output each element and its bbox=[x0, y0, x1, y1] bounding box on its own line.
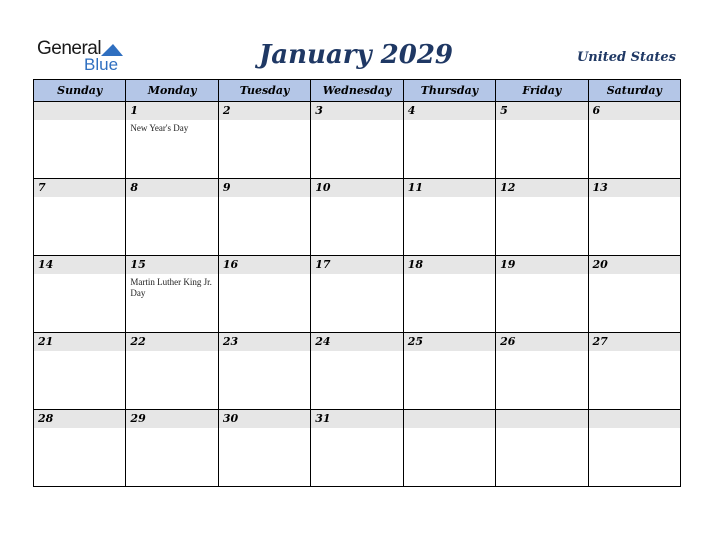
day-number: 23 bbox=[219, 333, 310, 351]
day-cell bbox=[311, 333, 403, 410]
week-row bbox=[34, 410, 681, 487]
day-cell bbox=[126, 179, 218, 256]
day-cell bbox=[218, 333, 310, 410]
week-row bbox=[34, 256, 681, 333]
day-cell bbox=[588, 256, 680, 333]
week-row bbox=[34, 179, 681, 256]
day-cell bbox=[496, 410, 588, 487]
day-cell bbox=[496, 256, 588, 333]
weekday-header-row bbox=[34, 80, 681, 102]
day-number: 10 bbox=[311, 179, 402, 197]
day-number: 28 bbox=[34, 410, 125, 428]
holiday-label: Martin Luther King Jr. Day bbox=[130, 277, 212, 298]
day-number: 19 bbox=[496, 256, 587, 274]
day-number: 31 bbox=[311, 410, 402, 428]
week-row bbox=[34, 333, 681, 410]
day-number: 14 bbox=[34, 256, 125, 274]
day-cell bbox=[218, 102, 310, 179]
day-cell bbox=[34, 410, 126, 487]
day-cell bbox=[126, 410, 218, 487]
day-number: 15 bbox=[126, 256, 217, 274]
day-number: 12 bbox=[496, 179, 587, 197]
day-number: 9 bbox=[219, 179, 310, 197]
day-cell bbox=[496, 102, 588, 179]
day-number: 2 bbox=[219, 102, 310, 120]
page-title: January 2029 bbox=[258, 40, 454, 70]
day-cell bbox=[311, 256, 403, 333]
calendar-body bbox=[34, 102, 681, 487]
day-number: 11 bbox=[404, 179, 495, 197]
day-cell bbox=[34, 256, 126, 333]
day-cell bbox=[588, 102, 680, 179]
day-cell bbox=[588, 333, 680, 410]
day-cell bbox=[403, 333, 495, 410]
day-number: 4 bbox=[404, 102, 495, 120]
day-number: 30 bbox=[219, 410, 310, 428]
day-number: 21 bbox=[34, 333, 125, 351]
day-number: 13 bbox=[589, 179, 680, 197]
day-number: 16 bbox=[219, 256, 310, 274]
day-cell bbox=[403, 410, 495, 487]
day-cell bbox=[403, 256, 495, 333]
day-number: 17 bbox=[311, 256, 402, 274]
day-number: 7 bbox=[34, 179, 125, 197]
weekday-header: Tuesday bbox=[218, 80, 310, 102]
day-cell bbox=[496, 333, 588, 410]
day-number bbox=[589, 410, 680, 428]
day-cell bbox=[218, 256, 310, 333]
weekday-header: Saturday bbox=[588, 80, 680, 102]
day-cell bbox=[218, 410, 310, 487]
holiday-label: New Year's Day bbox=[130, 123, 189, 133]
day-number: 20 bbox=[589, 256, 680, 274]
weekday-header: Thursday bbox=[403, 80, 495, 102]
logo-text-blue: Blue bbox=[84, 55, 119, 74]
day-cell bbox=[126, 102, 218, 179]
day-number: 26 bbox=[496, 333, 587, 351]
day-cell bbox=[403, 102, 495, 179]
day-cell bbox=[218, 179, 310, 256]
calendar-grid bbox=[33, 79, 681, 487]
day-number: 24 bbox=[311, 333, 402, 351]
week-row bbox=[34, 102, 681, 179]
day-number: 29 bbox=[126, 410, 217, 428]
day-number: 25 bbox=[404, 333, 495, 351]
day-cell bbox=[588, 410, 680, 487]
weekday-header: Friday bbox=[496, 80, 588, 102]
day-cell bbox=[126, 256, 218, 333]
day-cell bbox=[403, 179, 495, 256]
day-number: 1 bbox=[126, 102, 217, 120]
day-cell bbox=[34, 179, 126, 256]
day-number: 27 bbox=[589, 333, 680, 351]
day-cell bbox=[311, 179, 403, 256]
day-number: 3 bbox=[311, 102, 402, 120]
day-cell bbox=[588, 179, 680, 256]
country-label: United States bbox=[576, 50, 676, 65]
day-cell bbox=[311, 102, 403, 179]
weekday-header: Wednesday bbox=[311, 80, 403, 102]
day-number: 5 bbox=[496, 102, 587, 120]
day-cell bbox=[34, 333, 126, 410]
day-number bbox=[496, 410, 587, 428]
day-number: 22 bbox=[126, 333, 217, 351]
day-number: 18 bbox=[404, 256, 495, 274]
weekday-header: Monday bbox=[126, 80, 218, 102]
day-number: 8 bbox=[126, 179, 217, 197]
day-number bbox=[34, 102, 125, 120]
weekday-header: Sunday bbox=[34, 80, 126, 102]
logo-text-general: General bbox=[37, 38, 102, 59]
day-number bbox=[404, 410, 495, 428]
day-cell bbox=[126, 333, 218, 410]
day-cell bbox=[311, 410, 403, 487]
day-number: 6 bbox=[589, 102, 680, 120]
day-cell bbox=[34, 102, 126, 179]
day-cell bbox=[496, 179, 588, 256]
